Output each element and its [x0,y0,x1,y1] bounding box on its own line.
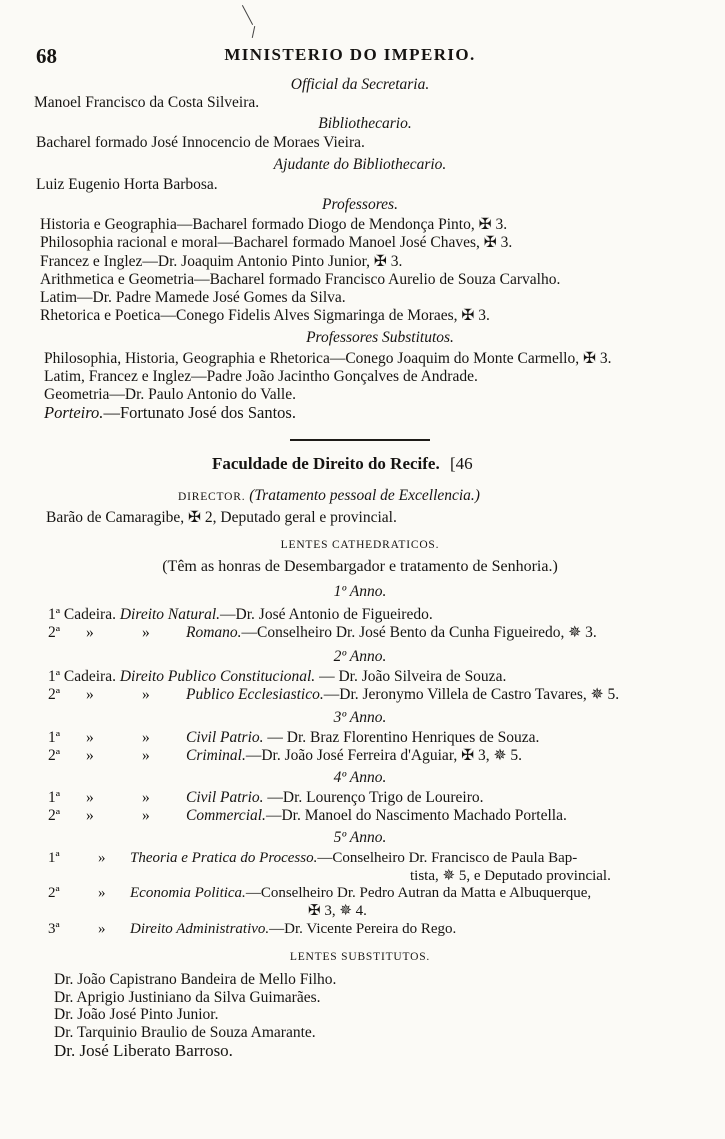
cadeira-number: 1ª [48,789,61,806]
cadeira-number: 2ª [48,624,61,641]
cadeira-continuation: tista, ✵ 5, e Deputado provincial. [410,868,611,884]
ink-mark [242,5,253,25]
professor-entry: Historia e Geographia—Bacharel formado Diogo de Mendonça Pinto, ✠ 3. [40,216,508,233]
bibliothecario-name: Bacharel formado José Innocencio de Moraes Vieira. [36,134,365,151]
substituto-entry: Latim, Francez e Inglez—Padre João Jacintho Gonçalves de Andrade. [44,368,478,385]
cadeira-number: 3ª [48,921,60,937]
cadeira-number: 1ª [48,729,61,746]
lente-substituto: Dr. Tarquinio Braulio de Souza Amarante. [54,1024,316,1041]
cadeira-person: —Dr. Lourenço Trigo de Loureiro. [263,789,484,806]
cadeira-subject: Economia Politica. [130,885,246,901]
lente-substituto: Dr. João José Pinto Junior. [54,1006,219,1023]
ditto-mark: » [86,729,94,746]
faculdade-ref: [46 [449,454,473,473]
ditto-mark: » [142,686,150,703]
lentes-substitutos-heading: LENTES SUBSTITUTOS. [289,951,431,963]
cadeira-person: —Dr. José Antonio de Figueiredo. [220,606,433,623]
section-divider [290,439,430,441]
cadeira-person: — Dr. João Silveira de Souza. [315,668,507,685]
cadeira-row [48,747,522,765]
cadeira-row [48,920,456,938]
ajudante-heading: Ajudante do Bibliothecario. [273,156,447,173]
ink-mark [252,26,255,38]
cadeira-subject: Theoria e Pratica do Processo. [130,850,318,866]
ditto-mark: » [142,747,150,764]
professores-heading: Professores. [322,196,398,213]
ditto-mark: » [86,747,94,764]
bibliothecario-heading: Bibliothecario. [318,115,412,132]
professor-entry: Rhetorica e Poetica—Conego Fidelis Alves Sigmaringa de Moraes, ✠ 3. [40,307,490,324]
cadeira-continuation: ✠ 3, ✵ 4. [308,903,367,919]
cadeira-number: 2ª [48,747,61,764]
cadeira-row [48,789,483,807]
cadeira-row [48,606,433,624]
ditto-mark: » [142,789,150,806]
cadeira-subject: Civil Patrio. [186,789,264,806]
cadeira-person: —Conselheiro Dr. Francisco de Paula Bap- [317,850,578,866]
cadeira-person: —Conselheiro Dr. Pedro Autran da Matta e Albuquerque, [245,885,592,901]
porteiro-name: —Fortunato José dos Santos. [103,403,296,422]
director-name: Barão de Camaragibe, ✠ 2, Deputado geral e provincial. [46,509,397,526]
running-title: MINISTERIO DO IMPERIO. [224,45,476,64]
cadeira-person: —Dr. Jeronymo Villela de Castro Tavares, ✵ 5. [323,686,620,703]
cadeira-number: 1ª [48,850,60,866]
ditto-mark: » [86,789,94,806]
anno-heading: 3º Anno. [333,709,387,726]
director-line [178,487,480,506]
professor-entry: Latim—Dr. Padre Mamede José Gomes da Silva. [40,289,346,306]
cadeira-subject: Direito Administrativo. [130,921,270,937]
cadeira-row [48,729,539,747]
cadeira-person: —Conselheiro Dr. José Bento da Cunha Figueiredo, ✵ 3. [241,624,597,641]
cadeira-subject: Publico Ecclesiastico. [186,686,324,703]
ditto-mark: » [98,921,106,937]
cadeira-person: —Dr. Vicente Pereira do Rego. [269,921,457,937]
cadeira-number: 2ª [48,885,60,901]
official-heading: Official da Secretaria. [290,76,430,93]
cadeira-number: 1ª [48,606,61,623]
anno-heading: 1º Anno. [333,583,387,600]
faculdade-title: Faculdade de Direito do Recife. [212,454,440,473]
cadeira-subject: Commercial. [186,807,266,824]
substituto-entry: Philosophia, Historia, Geographia e Rhetorica—Conego Joaquim do Monte Carmello, ✠ 3. [44,350,612,367]
cadeira-row [48,686,619,704]
cadeira-label: Cadeira. [63,606,116,623]
porteiro-label: Porteiro. [44,403,104,422]
lente-substituto: Dr. João Capistrano Bandeira de Mello Filho. [54,971,337,988]
director-note: (Tratamento pessoal de Excellencia.) [249,487,480,504]
cadeira-row [48,849,577,867]
cadeira-subject: Romano. [186,624,242,641]
ditto-mark: » [142,624,150,641]
porteiro-line [44,404,296,422]
cadeira-person: —Dr. Manoel do Nascimento Machado Portella. [265,807,567,824]
professor-entry: Arithmetica e Geometria—Bacharel formado Francisco Aurelio de Souza Carvalho. [40,271,561,288]
cadeira-label: Cadeira. [63,668,116,685]
ajudante-name: Luiz Eugenio Horta Barbosa. [36,176,218,193]
anno-heading: 2º Anno. [333,648,387,665]
ditto-mark: » [86,686,94,703]
cadeira-number: 2ª [48,807,61,824]
director-label: DIRECTOR. [178,491,246,503]
faculdade-title-line [212,455,473,473]
lente-substituto: Dr. José Liberato Barroso. [54,1041,233,1060]
lente-substituto: Dr. Aprigio Justiniano da Silva Guimarães. [54,989,321,1006]
cadeira-row [48,668,506,686]
ditto-mark: » [142,807,150,824]
page-number: 68 [36,44,57,68]
substituto-entry: Geometria—Dr. Paulo Antonio do Valle. [44,386,296,403]
official-name: Manoel Francisco da Costa Silveira. [34,94,260,111]
cadeira-person: — Dr. Braz Florentino Henriques de Souza. [263,729,540,746]
lentes-note: (Têm as honras de Desembargador e tratamento de Senhoria.) [162,558,558,575]
ditto-mark: » [98,850,106,866]
anno-heading: 5º Anno. [333,829,387,846]
substitutos-heading: Professores Substitutos. [306,329,454,346]
cadeira-subject: Direito Publico Constitucional. [119,668,316,685]
cadeira-person: —Dr. João José Ferreira d'Aguiar, ✠ 3, ✵ 5. [245,747,522,764]
ditto-mark: » [98,885,106,901]
professor-entry: Francez e Inglez—Dr. Joaquim Antonio Pinto Junior, ✠ 3. [40,253,403,270]
cadeira-subject: Civil Patrio. [186,729,264,746]
cadeira-subject: Direito Natural. [119,606,221,623]
anno-heading: 4º Anno. [333,769,387,786]
ditto-mark: » [142,729,150,746]
cadeira-number: 2ª [48,686,61,703]
cadeira-subject: Criminal. [186,747,246,764]
cadeira-row [48,807,567,825]
ditto-mark: » [86,624,94,641]
ditto-mark: » [86,807,94,824]
lentes-heading: LENTES CATHEDRATICOS. [280,539,440,551]
cadeira-row [48,884,591,902]
professor-entry: Philosophia racional e moral—Bacharel formado Manoel José Chaves, ✠ 3. [40,234,513,251]
cadeira-row [48,624,597,642]
cadeira-number: 1ª [48,668,61,685]
